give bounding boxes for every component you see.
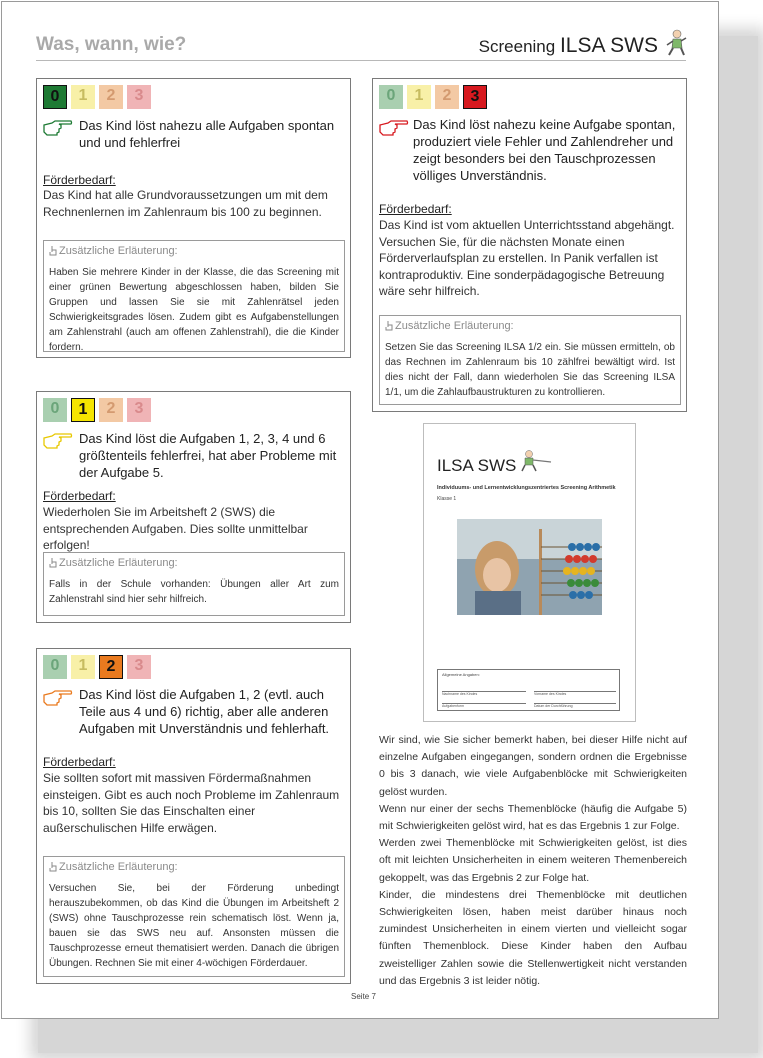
grade-box-1: 1 (71, 655, 95, 679)
card-statement: Das Kind löst die Aufgaben 1, 2, 3, 4 und 6 größtenteils fehlerfrei, hat aber Probleme mit der Aufgabe 5. (79, 431, 337, 480)
cover-form-field: Datum der Durchführung (534, 704, 573, 708)
grade-scale (43, 655, 151, 679)
grade-scale (43, 85, 151, 109)
pointing-hand-icon (43, 689, 73, 707)
page-number: Seite 7 (351, 992, 376, 1001)
grade-card-3 (372, 78, 687, 412)
brand-name: ILSA SWS (559, 34, 658, 57)
grade-box-0: 0 (43, 655, 67, 679)
note-heading: Zusätzliche Erläuterung: (49, 245, 178, 257)
pointing-hand-icon (43, 119, 73, 137)
finger-icon (49, 558, 57, 568)
finger-icon (385, 321, 393, 331)
note-heading: Zusätzliche Erläuterung: (385, 320, 514, 332)
note-box (43, 552, 345, 616)
grade-box-0: 0 (379, 85, 403, 109)
page-heading: Was, wann, wie? (36, 34, 187, 55)
cover-form (437, 669, 620, 711)
grade-box-3: 3 (127, 398, 151, 422)
explanation-paragraph: Wenn nur einer der sechs Themenblöcke (häufig die Aufgabe 5) mit Schwierigkeiten gelöst wird, hat es das Ergebnis 1 zur Folge. (379, 802, 687, 833)
cover-subtitle: Individuums- und Lernentwicklungszentriertes Screening Arithmetik (437, 485, 616, 491)
finger-icon (49, 862, 57, 872)
note-box (43, 856, 345, 977)
foerderbedarf-text: Das Kind ist vom aktuellen Unterrichtsstand abgehängt. Versuchen Sie, für die nächsten Monate einen Förderverlaufsplan zu erstellen. In Panik verfallen ist kontraproduktiv. Eine sonderpädagogische Betreuung wäre sehr hilfreich. (379, 218, 675, 298)
booklet-cover (423, 423, 636, 722)
cover-form-field: Aufgabenform (442, 704, 464, 708)
grade-box-2: 2 (99, 85, 123, 109)
explanation-paragraph: Kinder, die mindestens drei Themenblöcke mit deutlichen Schwierigkeiten lösen, haben meist darüber hinaus noch zumindest Unsicherheiten in einem vierten und vielleicht sogar fünften Themenblock. Diese Kinder haben den Aufbau zweistelliger Zahlen sowie die Stellenwertigkeit nicht verstanden und das Ergebnis 3 ist leider nötig. (379, 888, 687, 987)
document-page (1, 1, 719, 1019)
grade-card-1 (36, 391, 351, 623)
card-statement: Das Kind löst nahezu alle Aufgaben spontan und und fehlerfrei (79, 118, 335, 150)
foerderbedarf-text: Das Kind hat alle Grundvoraussetzungen um mit dem Rechnenlernen im Zahlenraum bis 100 zu beginnen. (43, 188, 328, 219)
explanation-text (379, 732, 687, 990)
grade-box-0: 0 (43, 398, 67, 422)
foerderbedarf-heading: Förderbedarf: (43, 755, 116, 769)
mascot-icon (664, 29, 688, 57)
mascot-icon (517, 450, 553, 472)
header-divider (36, 60, 686, 61)
cover-form-heading: Allgemeine Angaben: (442, 672, 480, 677)
header-brand (479, 34, 658, 58)
foerderbedarf-heading: Förderbedarf: (379, 202, 452, 216)
grade-box-2-active: 2 (99, 655, 123, 679)
grade-box-2: 2 (99, 398, 123, 422)
note-box (43, 240, 345, 352)
pointing-hand-icon (43, 432, 73, 450)
foerderbedarf-text: Sie sollten sofort mit massiven Fördermaßnahmen einsteigen. Gibt es auch noch Probleme im Zahlenraum bis 10, sollten Sie das Einschalten einer außerschulischen Hilfe erwägen. (43, 771, 340, 835)
grade-box-3: 3 (127, 655, 151, 679)
finger-icon (49, 246, 57, 256)
note-heading: Zusätzliche Erläuterung: (49, 861, 178, 873)
grade-box-1: 1 (71, 85, 95, 109)
note-heading: Zusätzliche Erläuterung: (49, 557, 178, 569)
pointing-hand-icon (379, 119, 409, 137)
grade-box-2: 2 (435, 85, 459, 109)
foerderbedarf-heading: Förderbedarf: (43, 489, 116, 503)
cover-form-field: Nachname des Kindes (442, 692, 478, 696)
grade-box-3-active: 3 (463, 85, 487, 109)
card-statement: Das Kind löst die Aufgaben 1, 2 (evtl. auch Teile aus 4 und 6) richtig, aber alle anderen Aufgaben mit Unverständnis und fehlerhaft. (79, 687, 330, 736)
explanation-paragraph: Werden zwei Themenblöcke mit Schwierigkeiten gelöst, ist dies oft mit leichten Unsicherheiten in einem weiteren Themenbereich gekoppelt, was das Ergebnis 2 zur Folge hat. (379, 837, 687, 884)
child-abacus-photo (457, 519, 602, 615)
cover-form-field: Vorname des Kindes (534, 692, 567, 696)
cover-class: Klasse 1 (437, 496, 457, 502)
grade-scale (43, 398, 151, 422)
foerderbedarf-heading: Förderbedarf: (43, 173, 116, 187)
grade-box-1-active: 1 (71, 398, 95, 422)
card-statement: Das Kind löst nahezu keine Aufgabe spontan, produziert viele Fehler und Zahlendreher und zeigt besonders bei den Tauschprozessen völliges Unverständnis. (413, 117, 676, 183)
brand-prefix: Screening (478, 37, 556, 56)
note-text: Falls in der Schule vorhanden: Übungen aller Art zum Zahlenstrahl sind hier sehr hilfreich. (49, 579, 339, 605)
grade-box-1: 1 (407, 85, 431, 109)
explanation-paragraph: Wir sind, wie Sie sicher bemerkt haben, bei dieser Hilfe nicht auf einzelne Aufgaben eingegangen, sondern ordnen die Ergebnisse 0 bis 3 danach, wie viele Aufgabenblöcke mit Schwierigkeiten gelöst wurden. (379, 734, 687, 798)
grade-box-3: 3 (127, 85, 151, 109)
grade-card-0 (36, 78, 351, 358)
grade-scale (379, 85, 487, 109)
note-box (379, 315, 681, 405)
note-text: Haben Sie mehrere Kinder in der Klasse, die das Screening mit einer grünen Bewertung abgeschlossen haben, bilden Sie Gruppen und lassen Sie sie mit Zahlenrätsel jeden Schwierigkeitsgrades lösen. Zudem gibt es Aufgabenstellungen am Zahlenstrahl (auch am offenen Zahlenstrahl), die die Kinder fordern. (49, 267, 339, 353)
note-text: Setzen Sie das Screening ILSA 1/2 ein. Sie müssen ermitteln, ob das Rechnen im Zahlenraum bis 10 zählfrei bewältigt wird. Ist dies nicht der Fall, dann wiederholen Sie das Screening ILSA 1/1, um die Zahlaufbaustrukturen zu kontrollieren. (385, 342, 675, 398)
grade-card-2 (36, 648, 351, 984)
foerderbedarf-text: Wiederholen Sie im Arbeitsheft 2 (SWS) die entsprechenden Aufgaben. Dies sollte unmittelbar erfolgen! (43, 505, 308, 552)
note-text: Versuchen Sie, bei der Förderung unbedingt herauszubekommen, ob das Kind die Übungen im Arbeitsheft 2 (SWS) ohne Tauschprozesse rein schematisch löst. Wenn ja, bauen sie das SWS neu auf. Ansonsten müssen die Tauschprozesse erneut thematisiert werden. Danach die übrigen Übungen. Rechnen Sie mit einer 4-wöchigen Förderdauer. (49, 883, 339, 969)
grade-box-0-active: 0 (43, 85, 67, 109)
cover-title: ILSA SWS (437, 456, 517, 475)
